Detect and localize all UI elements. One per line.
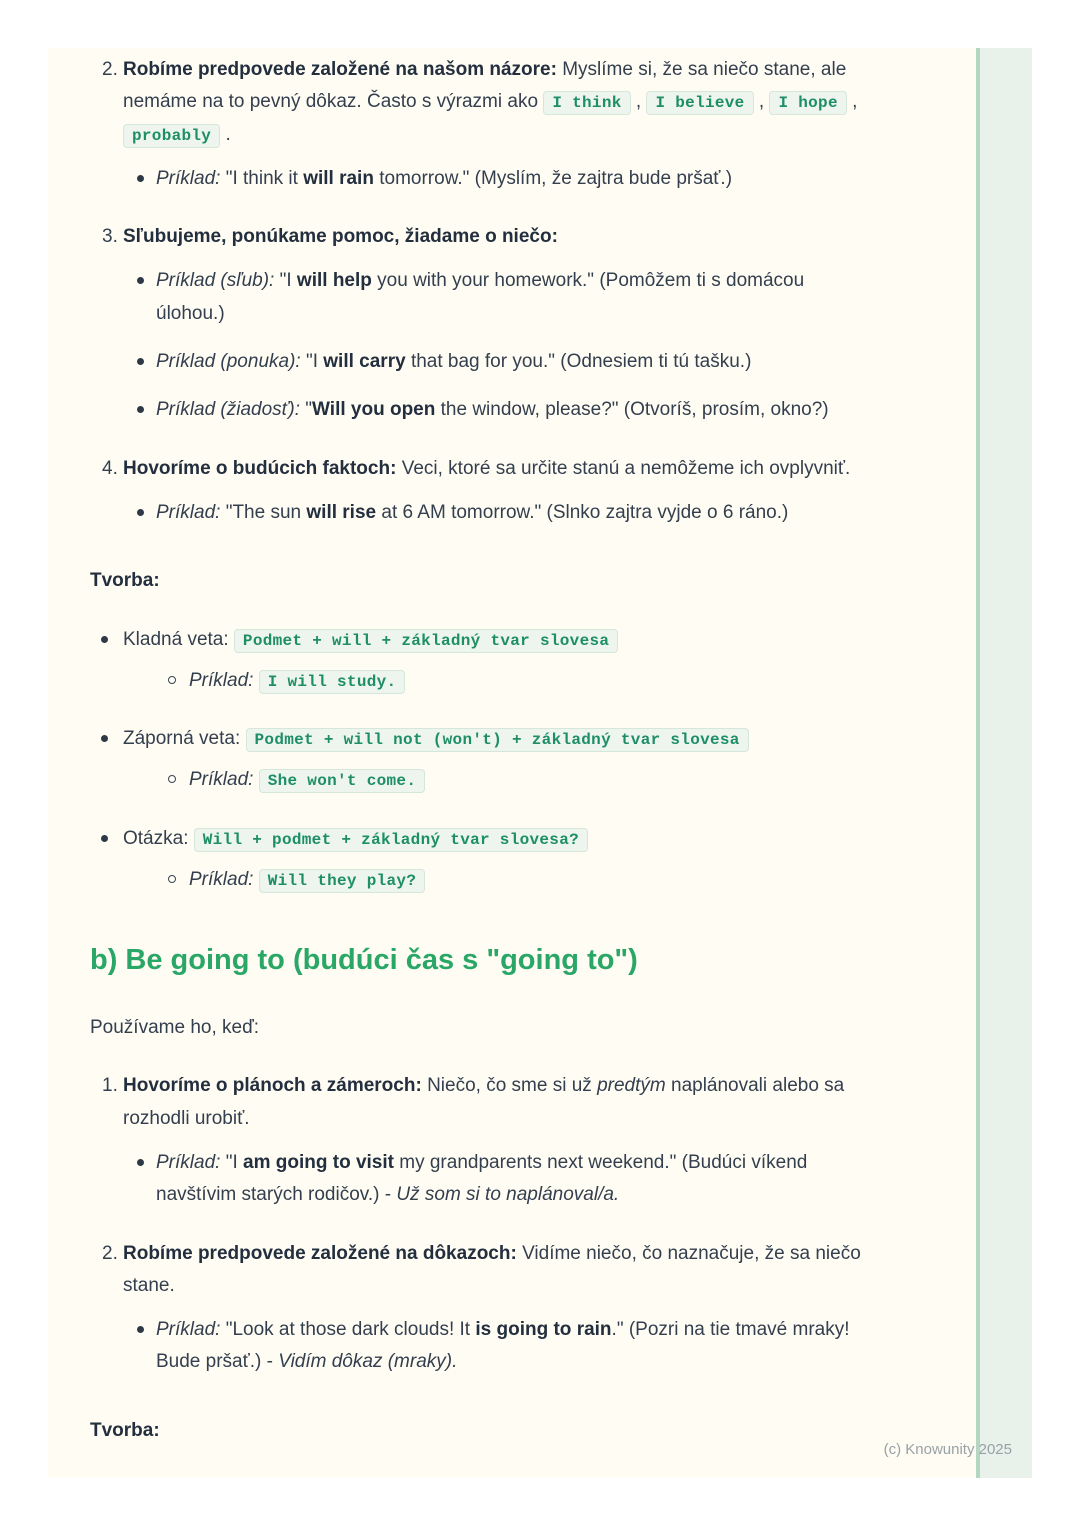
text-run: Záporná veta:: [123, 728, 246, 750]
text-run: Vidíme niečo, čo naznačuje, že sa niečo stane.: [123, 1242, 861, 1296]
text-run: is going to rain: [475, 1319, 612, 1341]
code-chip: I believe: [646, 91, 753, 115]
text-run: Robíme predpovede založené na našom názore:: [123, 59, 557, 80]
bullet-icon: [137, 175, 144, 182]
numbered-item: [90, 54, 875, 195]
bullet-icon: [137, 406, 144, 413]
text-run: will carry: [323, 351, 406, 373]
text-run: will help: [296, 270, 372, 292]
item-number: 2.: [102, 59, 118, 80]
circle-bullet-icon: [168, 775, 176, 783]
text-run: Niečo, čo sme si už: [421, 1075, 598, 1097]
content-card: [48, 48, 976, 1478]
text-run: ,: [630, 91, 647, 113]
text-run: Už som si to naplánoval/a.: [396, 1184, 620, 1206]
numbered-item: [90, 453, 875, 530]
bullet-text: [156, 497, 875, 529]
formula-example: [156, 864, 906, 896]
circle-bullet-icon: [168, 676, 176, 684]
section-label-tvorba: Tvorba:: [90, 1419, 160, 1441]
code-chip: She won't come.: [259, 769, 426, 793]
text-run: will rise: [306, 501, 377, 523]
item-number: 1.: [102, 1075, 118, 1097]
example-bullet: [123, 163, 875, 195]
item-number: 2.: [102, 1242, 118, 1264]
text-run: "I: [220, 1151, 244, 1173]
formula-example-text: [189, 864, 906, 896]
code-chip: I will study.: [259, 670, 406, 694]
text-run: "I: [300, 351, 324, 373]
side-rail: [976, 48, 1032, 1478]
text-run: Príklad:: [189, 669, 254, 691]
formula-line: [123, 823, 906, 855]
formula-item: [90, 723, 906, 797]
text-run: "I think it: [220, 167, 304, 189]
text-run: that bag for you." (Odnesiem ti tú tašku.): [405, 351, 752, 373]
text-run: will rain: [303, 167, 374, 189]
numbered-item: [90, 221, 875, 426]
bullet-icon: [101, 735, 108, 742]
code-chip: I hope: [769, 91, 846, 115]
item-text: [123, 54, 875, 151]
text-run: Veci, ktoré sa určite stanú a nemôžeme ich ovplyvniť.: [396, 457, 851, 479]
text-run: ,: [846, 91, 858, 113]
text-run: you with your homework." (Pomôžem ti s domácou úlohou.): [156, 270, 805, 324]
bullet-text: [156, 1147, 875, 1212]
text-run: tomorrow." (Myslím, že zajtra bude pršať.): [373, 167, 733, 189]
bullet-text: [156, 265, 875, 330]
example-bullet: [123, 1147, 875, 1212]
text-run: Príklad (žiadosť):: [156, 399, 300, 421]
code-chip: probably: [123, 124, 220, 148]
text-run: at 6 AM tomorrow." (Slnko zajtra vyjde o 6 ráno.): [376, 501, 789, 523]
text-run: Príklad:: [189, 869, 254, 891]
code-chip: Will + podmet + základný tvar slovesa?: [194, 828, 588, 852]
text-run: Sľubujeme, ponúkame pomoc, žiadame o niečo:: [123, 226, 558, 248]
text-run: [253, 769, 258, 790]
item-number: 4.: [102, 457, 118, 479]
formula-item: [90, 624, 906, 698]
bullet-icon: [137, 1159, 144, 1166]
text-run: am going to visit: [243, 1151, 394, 1173]
copyright-text: (c) Knowunity 2025: [883, 1441, 1012, 1458]
item-text: [123, 1238, 875, 1303]
bullet-icon: [101, 636, 108, 643]
numbered-item: [90, 1070, 875, 1211]
text-run: Príklad:: [156, 1319, 221, 1341]
code-chip: Podmet + will not (won't) + základný tvar slovesa: [246, 728, 749, 752]
item-text: [123, 453, 875, 485]
text-run: "Look at those dark clouds! It: [220, 1319, 476, 1341]
text-run: ." (Pozri na tie tmavé mraky! Bude pršať.) -: [156, 1319, 850, 1373]
bullet-icon: [137, 509, 144, 516]
numbered-item: [90, 1238, 875, 1379]
text-run: ,: [753, 91, 770, 113]
section-label-tvorba: Tvorba:: [90, 570, 160, 592]
text-run: Will you open: [312, 399, 436, 421]
item-number: 3.: [102, 226, 118, 248]
example-bullet: [123, 394, 875, 426]
text-run: [253, 869, 258, 890]
formula-example: [156, 764, 906, 796]
example-bullet: [123, 1314, 875, 1379]
text-run: "I: [274, 270, 297, 292]
item-text: [123, 1070, 875, 1135]
bullet-text: [156, 1314, 875, 1379]
bullet-text: [156, 394, 875, 426]
text-run: Hovoríme o plánoch a zámeroch:: [123, 1075, 422, 1097]
formula-example: [156, 665, 906, 697]
text-run: .: [220, 123, 231, 145]
text-run: Príklad (sľub):: [156, 270, 275, 292]
section-intro: Používame ho, keď:: [90, 1017, 260, 1039]
text-run: "The sun: [220, 501, 307, 523]
text-run: Príklad:: [156, 167, 221, 189]
example-bullet: [123, 346, 875, 378]
text-run: predtým: [597, 1075, 666, 1097]
text-run: Príklad:: [156, 1151, 221, 1173]
bullet-text: [156, 163, 875, 195]
text-run: Robíme predpovede založené na dôkazoch:: [123, 1242, 517, 1264]
text-run: Príklad:: [156, 501, 221, 523]
text-run: the window, please?" (Otvoríš, prosím, okno?): [435, 399, 829, 421]
text-run: Otázka:: [123, 827, 194, 849]
text-run: [253, 670, 258, 691]
bullet-icon: [101, 835, 108, 842]
formula-item: [90, 823, 906, 897]
code-chip: I think: [543, 91, 630, 115]
text-run: Príklad (ponuka):: [156, 351, 301, 373]
code-chip: Will they play?: [259, 869, 426, 893]
bullet-icon: [137, 358, 144, 365]
item-text: [123, 221, 875, 253]
text-run: my grandparents next weekend." (Budúci víkend navštívim starých rodičov.) -: [156, 1151, 808, 1206]
text-run: ": [300, 399, 313, 421]
text-run: Myslíme si, že sa niečo stane, ale nemáme na to pevný dôkaz. Často s výrazmi ako: [123, 59, 847, 113]
bullet-icon: [137, 277, 144, 284]
formula-line: [123, 624, 906, 656]
circle-bullet-icon: [168, 875, 176, 883]
text-run: naplánovali alebo sa rozhodli urobiť.: [123, 1075, 845, 1129]
bullet-icon: [137, 1326, 144, 1333]
example-bullet: [123, 265, 875, 330]
bullet-text: [156, 346, 875, 378]
section-heading-going-to: b) Be going to (budúci čas s "going to"): [90, 944, 638, 977]
text-run: Príklad:: [189, 769, 254, 791]
text-run: Kladná veta:: [123, 628, 234, 650]
text-run: Vidím dôkaz (mraky).: [278, 1351, 458, 1373]
formula-line: [123, 723, 906, 755]
code-chip: Podmet + will + základný tvar slovesa: [234, 629, 618, 653]
formula-example-text: [189, 764, 906, 796]
formula-example-text: [189, 665, 906, 697]
card-inner: [48, 48, 976, 1447]
example-bullet: [123, 497, 875, 529]
text-run: Hovoríme o budúcich faktoch:: [123, 457, 397, 479]
